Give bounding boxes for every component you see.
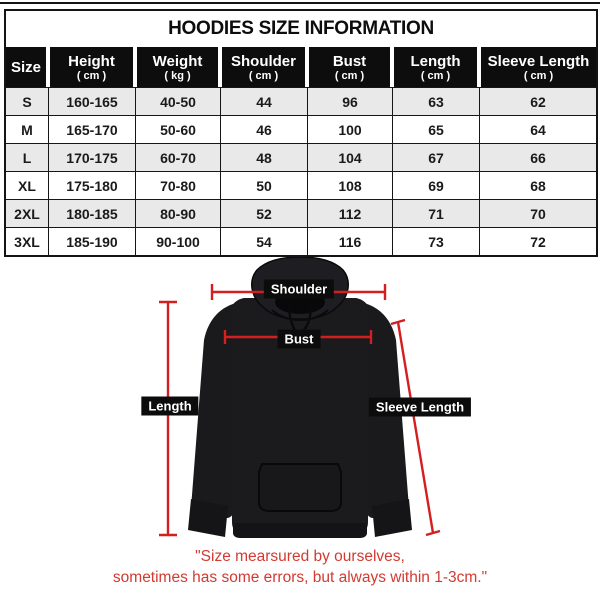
table-cell: 65 <box>392 116 479 143</box>
table-cell: 54 <box>220 228 307 255</box>
table-row-xl <box>6 171 596 199</box>
table-cell: 67 <box>392 144 479 171</box>
table-cell: 50-60 <box>135 116 220 143</box>
table-cell: 170-175 <box>48 144 135 171</box>
table-cell: 62 <box>479 88 596 115</box>
table-cell: 52 <box>220 200 307 227</box>
header-bust: Bust ( cm ) <box>307 47 392 87</box>
hoodie-pocket <box>259 464 341 511</box>
disclaimer-line-1: "Size mearsured by ourselves, <box>195 548 405 565</box>
table-cell: 40-50 <box>135 88 220 115</box>
table-cell: 175-180 <box>48 172 135 199</box>
table-cell: 96 <box>307 88 392 115</box>
table-cell: 64 <box>479 116 596 143</box>
table-cell: 60-70 <box>135 144 220 171</box>
table-cell: 100 <box>307 116 392 143</box>
table-cell: 44 <box>220 88 307 115</box>
table-header-row <box>6 47 596 87</box>
table-cell: 63 <box>392 88 479 115</box>
row-size-label: 2XL <box>14 205 40 222</box>
row-size-label: 3XL <box>14 233 40 250</box>
header-shoulder: Shoulder ( cm ) <box>220 47 307 87</box>
table-cell: 71 <box>392 200 479 227</box>
table-cell: 180-185 <box>48 200 135 227</box>
length-label: Length <box>141 397 198 416</box>
row-size-label: S <box>22 93 32 110</box>
row-size-label: XL <box>18 177 36 194</box>
header-weight: Weight ( kg ) <box>135 47 220 87</box>
size-table <box>4 9 598 257</box>
disclaimer-line-2: sometimes has some errors, but always within 1-3cm." <box>112 569 488 586</box>
table-cell: 68 <box>479 172 596 199</box>
table-cell: 48 <box>220 144 307 171</box>
table-cell: 104 <box>307 144 392 171</box>
page-title: HOODIES SIZE INFORMATION <box>168 18 434 39</box>
header-size: Size <box>6 47 48 87</box>
row-size-label: M <box>21 121 33 138</box>
table-cell: 66 <box>479 144 596 171</box>
table-cell: 70 <box>479 200 596 227</box>
table-cell: 69 <box>392 172 479 199</box>
table-row-m <box>6 115 596 143</box>
table-cell: 90-100 <box>135 228 220 255</box>
table-row-2xl <box>6 199 596 227</box>
table-row-s <box>6 87 596 115</box>
table-row-3xl <box>6 227 596 255</box>
table-cell: 112 <box>307 200 392 227</box>
table-cell: 46 <box>220 116 307 143</box>
hoodie-hem-band <box>233 523 367 538</box>
table-cell: 160-165 <box>48 88 135 115</box>
table-cell: 165-170 <box>48 116 135 143</box>
table-cell: 70-80 <box>135 172 220 199</box>
measurement-disclaimer <box>0 546 600 588</box>
table-cell: 185-190 <box>48 228 135 255</box>
table-row-l <box>6 143 596 171</box>
bust-label: Bust <box>278 330 321 349</box>
table-cell: 80-90 <box>135 200 220 227</box>
sleeve-length-label: Sleeve Length <box>369 398 471 417</box>
header-height: Height ( cm ) <box>48 47 135 87</box>
header-sleeve-length: Sleeve Length ( cm ) <box>479 47 596 87</box>
shoulder-label: Shoulder <box>264 280 334 299</box>
table-cell: 73 <box>392 228 479 255</box>
table-cell: 108 <box>307 172 392 199</box>
table-cell: 72 <box>479 228 596 255</box>
table-cell: 50 <box>220 172 307 199</box>
header-length: Length ( cm ) <box>392 47 479 87</box>
table-cell: 116 <box>307 228 392 255</box>
row-size-label: L <box>22 149 32 166</box>
